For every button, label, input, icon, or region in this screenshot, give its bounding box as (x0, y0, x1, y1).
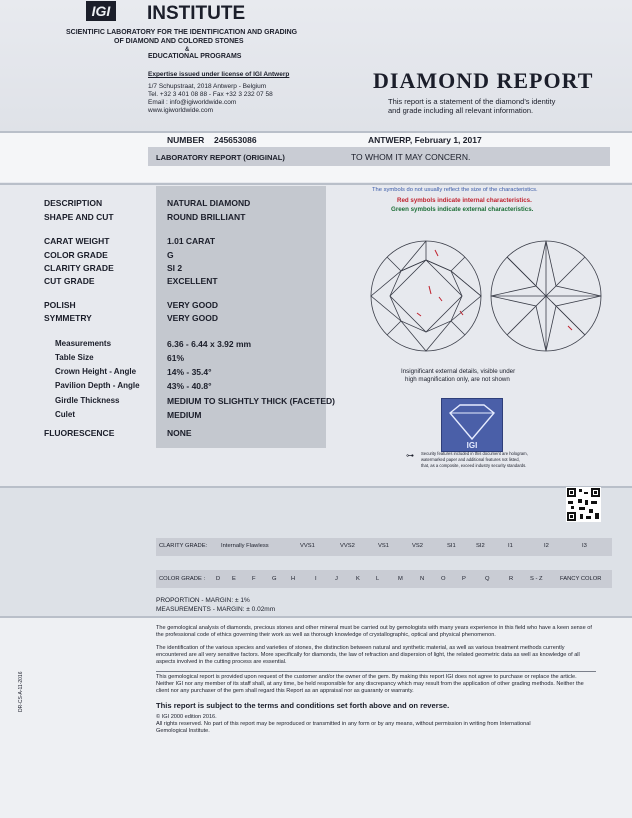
pavilion-view-diagram (491, 241, 601, 351)
grading-value: SI 2 (167, 263, 183, 273)
color-grade: P (462, 576, 466, 582)
grading-value: EXCELLENT (167, 276, 218, 286)
disclaimer-p3: This gemological report is provided upon request of the customer and/or the owner of the gem. By making this report IGI does not agree to purchase or replace the article. Neither IGI nor any member of its staff shall, at any time, be held responsible for any discrepancy which may result from the application of other grading methods. Neither the client nor any purchaser of the gem shall regard this Report as an appraisal nor as guaranty or warranty. (156, 674, 584, 694)
grading-value: MEDIUM (167, 410, 202, 420)
color-grade: L (376, 576, 380, 582)
color-scale-bar (156, 570, 612, 588)
clarity-grade: SI2 (476, 543, 485, 549)
grading-label: POLISH (44, 300, 76, 310)
report-number: 245653086 (214, 135, 257, 145)
grading-label: Measurements (55, 339, 112, 348)
qr-code-icon (566, 487, 601, 522)
color-grade: E (232, 576, 236, 582)
grading-value: 14% - 35.4° (167, 367, 212, 377)
subtitle-ampersand: & (185, 47, 190, 53)
color-grade: H (291, 576, 296, 582)
color-scale-label: COLOR GRADE : (159, 576, 206, 582)
subtitle-line1: SCIENTIFIC LABORATORY FOR THE IDENTIFICATION AND GRADING (66, 29, 298, 36)
grading-label: SHAPE AND CUT (44, 212, 114, 222)
grading-value: ROUND BRILLIANT (167, 212, 246, 222)
security-line2: watermarked paper and additional features not listed, (421, 457, 520, 462)
grading-value: NATURAL DIAMOND (167, 198, 251, 208)
grading-value: MEDIUM TO SLIGHTLY THICK (FACETED) (167, 396, 335, 406)
color-grade: G (272, 576, 277, 582)
color-grade: FANCY COLOR (560, 576, 602, 582)
red-symbols-note: Red symbols indicate internal characteristics. (397, 197, 532, 204)
divider (156, 671, 596, 672)
color-grade: I (315, 576, 317, 582)
to-whom: TO WHOM IT MAY CONCERN. (351, 152, 471, 162)
color-grade: F (252, 576, 256, 582)
color-grade: K (356, 576, 360, 582)
address: 1/7 Schupstraat, 2018 Antwerp - Belgium (148, 83, 267, 90)
clarity-grade: VS1 (378, 543, 389, 549)
grading-value: NONE (167, 428, 192, 438)
grading-label: SYMMETRY (44, 313, 92, 323)
svg-text:IGI: IGI (466, 441, 478, 450)
email: Email : info@igiworldwide.com (148, 99, 237, 106)
clarity-grade: I1 (508, 543, 513, 549)
insignificant-note-line1: Insignificant external details, visible under (401, 368, 516, 375)
color-grade: J (335, 576, 338, 582)
color-grade: Q (485, 576, 490, 582)
proportion-margin: PROPORTION - MARGIN: ± 1% (156, 597, 250, 604)
place-date: ANTWERP, February 1, 2017 (368, 135, 482, 145)
clarity-grade: Internally Flawless (221, 543, 269, 549)
disclaimer-p1: The gemological analysis of diamonds, precious stones and other mineral must be carried out by gemologists with many years experience in this field who have a keen sense of the professional code of ethics governing their work as well as thorough knowledge of crystallographic, optical and physical phenomenon. (156, 625, 592, 638)
clarity-plot-diagrams (368, 238, 604, 356)
grading-label: DESCRIPTION (44, 198, 103, 208)
grading-label: Girdle Thickness (55, 396, 120, 405)
symbols-note: The symbols do not usually reflect the size of the characteristics. (372, 187, 538, 193)
grading-label: Crown Height - Angle (55, 367, 137, 376)
website: www.igiworldwide.com (148, 107, 214, 114)
color-grade: D (216, 576, 221, 582)
grading-value: 61% (167, 353, 185, 363)
grading-value: 1.01 CARAT (167, 236, 216, 246)
grading-label: Culet (55, 410, 75, 419)
color-grade: N (420, 576, 425, 582)
grading-label: CUT GRADE (44, 276, 95, 286)
grading-label: CARAT WEIGHT (44, 236, 110, 246)
color-grade: M (398, 576, 403, 582)
color-grade: S - Z (530, 576, 543, 582)
phone-fax: Tel. +32 3 401 08 88 - Fax +32 3 232 07 58 (148, 91, 273, 98)
grading-value: VERY GOOD (167, 300, 219, 310)
clarity-scale-label: CLARITY GRADE: (159, 543, 208, 549)
clarity-grade: I3 (582, 543, 587, 549)
lab-report-label: LABORATORY REPORT (ORIGINAL) (156, 153, 285, 162)
subtitle-line2: OF DIAMOND AND COLORED STONES (114, 38, 244, 45)
grading-value: VERY GOOD (167, 313, 219, 323)
report-desc-line2: and grade including all relevant information. (388, 106, 534, 115)
clarity-grade: I2 (544, 543, 549, 549)
hologram-seal (441, 398, 503, 452)
grading-label: Pavilion Depth - Angle (55, 381, 140, 390)
expertise-license: Expertise issued under license of IGI Antwerp (148, 71, 290, 78)
key-icon: ⊶ (406, 451, 414, 460)
grading-label: Table Size (55, 353, 94, 362)
igi-logo: IGI (86, 1, 116, 21)
report-desc-line1: This report is a statement of the diamond's identity (388, 97, 556, 106)
green-symbols-note: Green symbols indicate external characteristics. (391, 206, 534, 213)
grading-value: G (167, 250, 174, 260)
clarity-grade: VVS1 (300, 543, 315, 549)
number-label: NUMBER (167, 135, 205, 145)
color-grade: R (509, 576, 514, 582)
grading-label: FLUORESCENCE (44, 428, 115, 438)
clarity-grade: VVS2 (340, 543, 355, 549)
crown-view-diagram (371, 241, 481, 351)
report-title: DIAMOND REPORT (373, 68, 594, 93)
side-code: DR-CS-A-11-2016 (18, 671, 24, 712)
clarity-grade: SI1 (447, 543, 456, 549)
grading-label: CLARITY GRADE (44, 263, 114, 273)
copyright: © IGI 2000 edition 2016. (156, 714, 217, 720)
measurements-margin: MEASUREMENTS - MARGIN: ± 0.02mm (156, 606, 276, 613)
institute-name: INSTITUTE (147, 3, 246, 24)
disclaimer-p2: The identification of the various species and varieties of stones, the distinction between natural and synthetic material, as well as various treatment methods currently encountered are all very sensitive factors. More specifically for diamonds, the law of refraction and dispersion of light, the related geometric data as well as knowledge of all aspects involved in the cutting process are essential. (156, 645, 580, 665)
clarity-grade: VS2 (412, 543, 423, 549)
security-line1: Security features included in this document are hologram, (421, 451, 528, 456)
grading-value: 6.36 - 6.44 x 3.92 mm (167, 339, 252, 349)
subtitle-line3: EDUCATIONAL PROGRAMS (148, 53, 242, 60)
grading-value: 43% - 40.8° (167, 381, 212, 391)
diamond-hologram-icon (442, 399, 502, 451)
terms-notice: This report is subject to the terms and conditions set forth above and on reverse. (156, 701, 450, 710)
color-grade: O (441, 576, 446, 582)
rights-reserved: All rights reserved. No part of this report may be reproduced or transmitted in any form or by any means, without permission in writing from International Gemological Institute. (156, 721, 531, 734)
security-line3: that, as a composite, exceed industry security standards. (421, 463, 527, 468)
insignificant-note-line2: high magnification only, are not shown (405, 376, 510, 383)
grading-label: COLOR GRADE (44, 250, 108, 260)
